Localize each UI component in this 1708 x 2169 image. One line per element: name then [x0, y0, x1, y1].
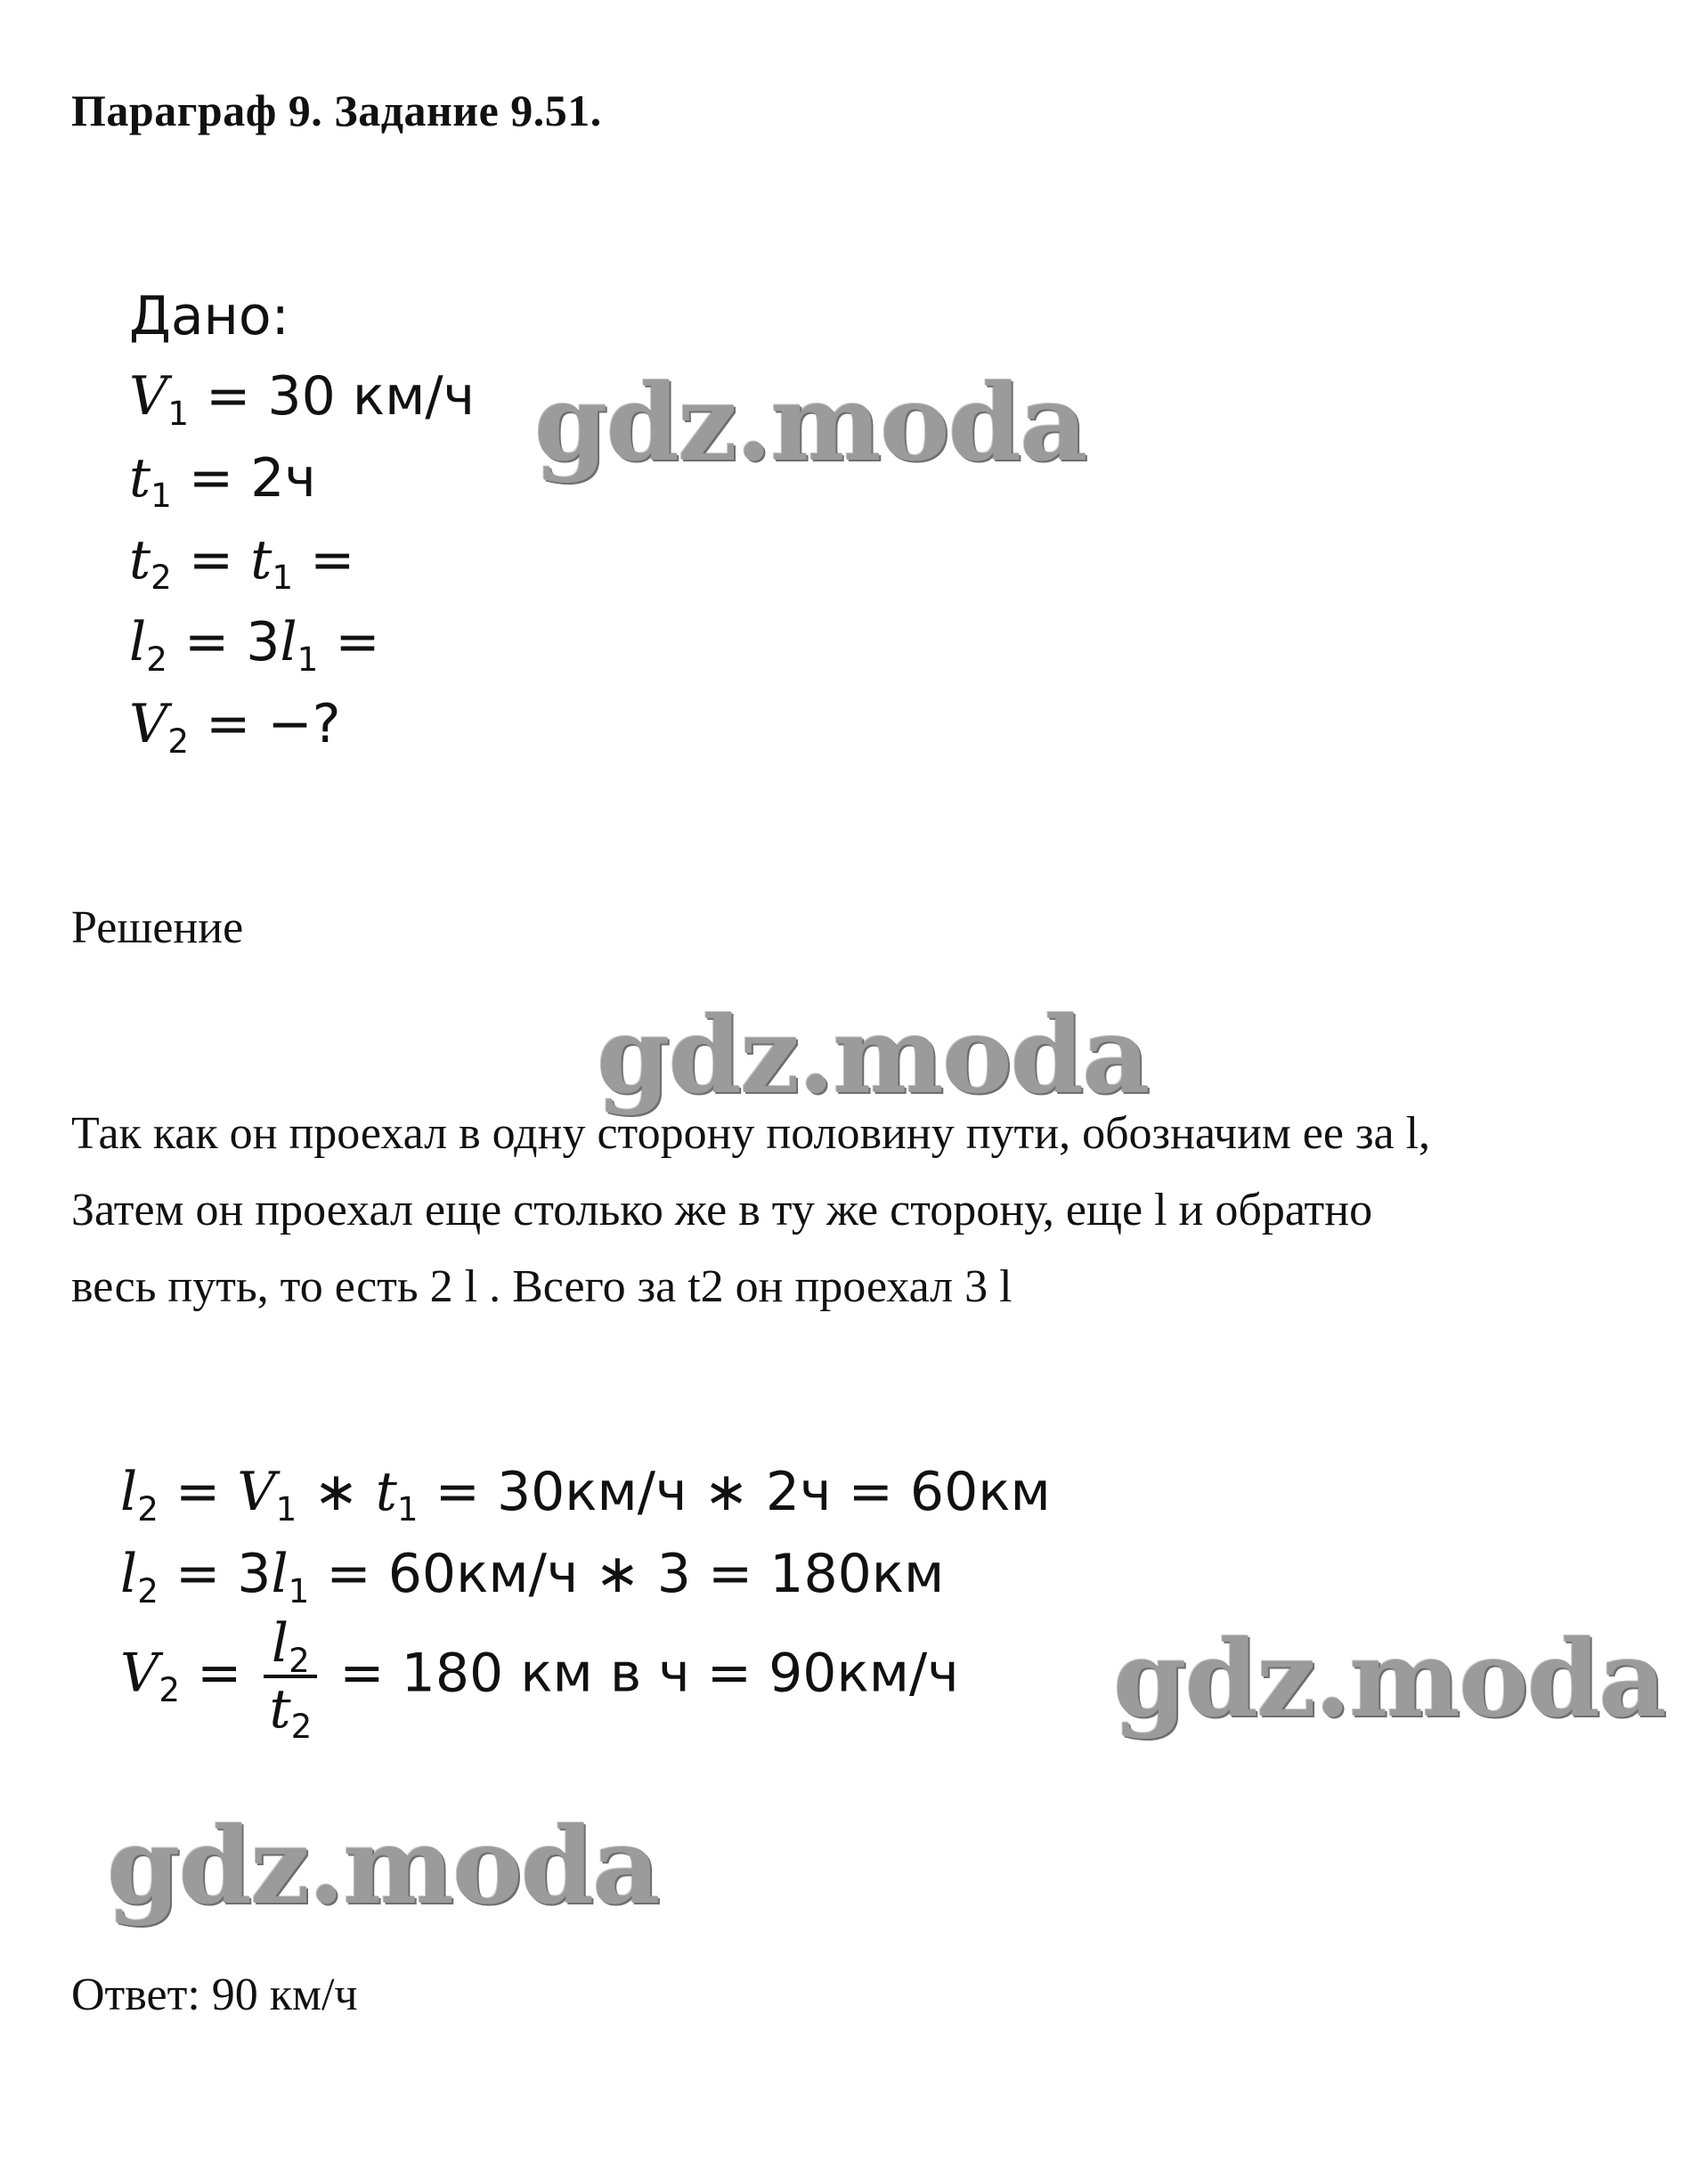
given-v2: V2 = −?	[129, 693, 341, 761]
fraction-numerator: l2	[271, 1612, 310, 1680]
given-t1: t1 = 2ч	[129, 447, 316, 515]
fraction-denominator: t2	[269, 1678, 313, 1746]
calc-line-3: V2 = $\frac{l2}{t2}$ = 180 км в ч = 90км/ч	[120, 1612, 959, 1746]
given-t2: t2 = t1 =	[129, 529, 355, 597]
watermark: gdz.moda	[107, 1804, 659, 1928]
paragraph-line: весь путь, то есть 2 l . Всего за t2 он проехал 3 l	[71, 1261, 1013, 1312]
watermark: gdz.moda	[1113, 1617, 1665, 1741]
calc-line-2: l2 = 3l1 = 60км/ч ∗ 3 = 180км	[120, 1543, 945, 1610]
given-v1: V1 = 30 км/ч	[129, 365, 476, 433]
page-title: Параграф 9. Задание 9.51.	[71, 86, 602, 135]
solution-paragraph	[71, 1096, 1656, 1325]
watermark: gdz.moda	[597, 993, 1149, 1117]
given-heading: Дано:	[129, 285, 289, 347]
paragraph-line: Затем он проехал еще столько же в ту же сторону, еще l и обратно	[71, 1185, 1373, 1235]
paragraph-line: Так как он проехал в одну сторону половину пути, обозначим ее за l,	[71, 1108, 1431, 1159]
solution-label: Решение	[71, 902, 244, 953]
answer: Ответ: 90 км/ч	[71, 1969, 358, 2020]
given-l2: l2 = 3l1 =	[129, 611, 380, 679]
calc-line-1: l2 = V1 ∗ t1 = 30км/ч ∗ 2ч = 60км	[120, 1461, 1051, 1529]
fraction	[264, 1612, 317, 1746]
watermark: gdz.moda	[534, 361, 1086, 485]
